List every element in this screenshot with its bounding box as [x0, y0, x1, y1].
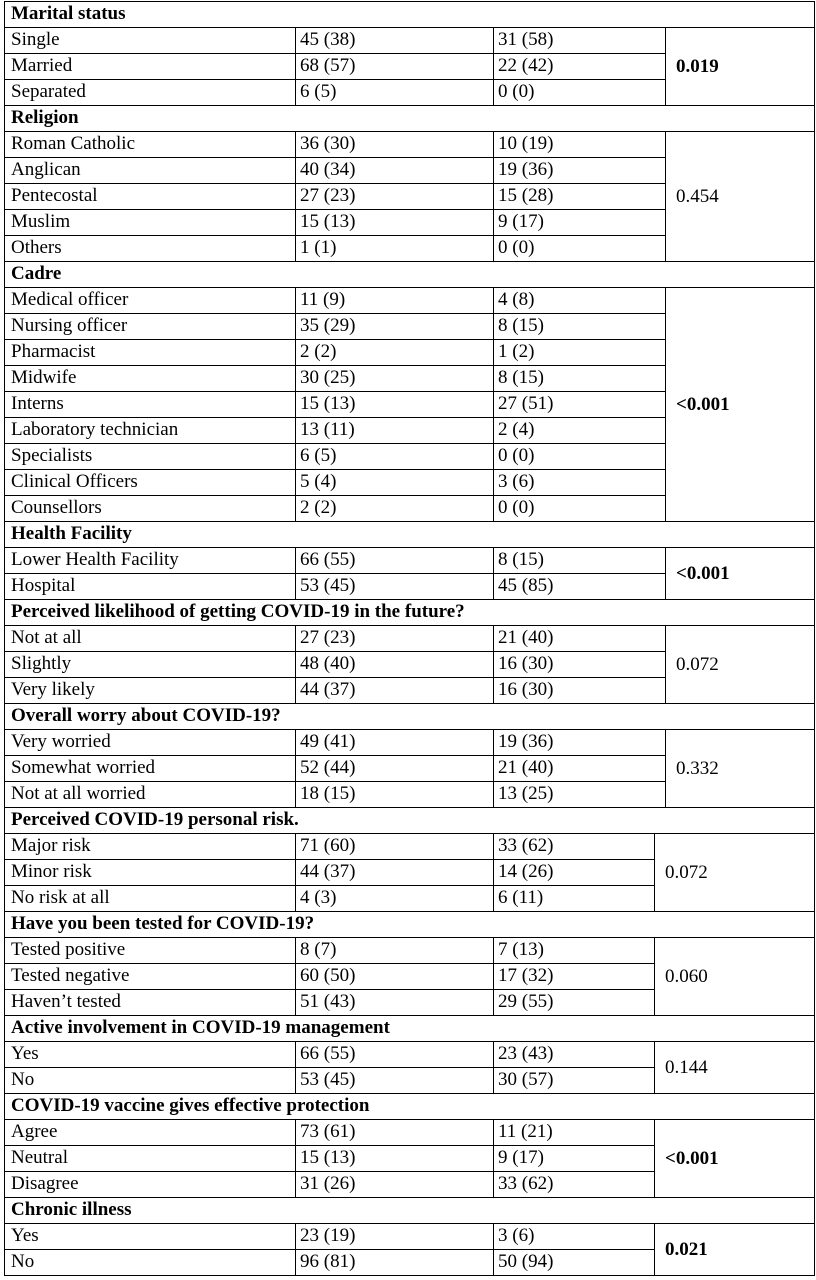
value-cell-text: 68 (57) [300, 55, 356, 76]
value-cell [493, 781, 666, 808]
value-cell-text: 22 (42) [498, 55, 554, 76]
section-header-text: Chronic illness [11, 1199, 132, 1220]
value-cell-text: 7 (13) [498, 939, 544, 960]
row-label [4, 209, 296, 236]
value-cell [493, 417, 666, 444]
section-header [4, 261, 815, 288]
row-label [4, 417, 296, 444]
value-cell [295, 729, 494, 756]
row-label [4, 755, 296, 782]
row-label [4, 937, 296, 964]
value-cell [295, 443, 494, 470]
value-cell [493, 859, 655, 886]
value-cell-text: 1 (1) [300, 237, 337, 258]
value-cell-text: 23 (19) [300, 1225, 356, 1246]
section-header [4, 807, 815, 834]
value-cell [493, 755, 666, 782]
value-cell [493, 885, 655, 912]
p-value-cell [654, 1223, 815, 1276]
row-label [4, 443, 296, 470]
value-cell-text: 8 (15) [498, 367, 544, 388]
row-label-text: Somewhat worried [11, 757, 156, 778]
value-cell-text: 23 (43) [498, 1043, 554, 1064]
row-label [4, 1145, 296, 1172]
value-cell-text: 15 (13) [300, 393, 356, 414]
value-cell [295, 677, 494, 704]
p-value-cell [665, 131, 815, 262]
value-cell-text: 6 (5) [300, 445, 337, 466]
row-label [4, 963, 296, 990]
value-cell [295, 1145, 494, 1172]
row-label-text: Anglican [11, 159, 81, 180]
value-cell-text: 9 (17) [498, 1147, 544, 1168]
value-cell-text: 2 (2) [300, 341, 337, 362]
value-cell-text: 1 (2) [498, 341, 535, 362]
p-value-cell [654, 1041, 815, 1094]
value-cell [295, 365, 494, 392]
section-header-text: Perceived COVID-19 personal risk. [11, 809, 299, 830]
value-cell-text: 11 (9) [300, 289, 346, 310]
value-cell-text: 6 (5) [300, 81, 337, 102]
value-cell [493, 937, 655, 964]
value-cell-text: 15 (13) [300, 211, 356, 232]
row-label-text: Very likely [11, 679, 95, 700]
section-header [4, 1015, 815, 1042]
row-label [4, 1067, 296, 1094]
row-label [4, 365, 296, 392]
value-cell [295, 469, 494, 496]
value-cell [295, 755, 494, 782]
value-cell-text: 53 (45) [300, 1069, 356, 1090]
value-cell [295, 937, 494, 964]
section-header-text: Overall worry about COVID-19? [11, 705, 281, 726]
data-table [5, 2, 814, 1279]
row-label [4, 27, 296, 54]
value-cell-text: 8 (15) [498, 315, 544, 336]
value-cell [295, 573, 494, 600]
value-cell [493, 963, 655, 990]
row-label [4, 235, 296, 262]
row-label [4, 1041, 296, 1068]
value-cell-text: 6 (11) [498, 887, 544, 908]
row-label-text: No [11, 1069, 35, 1090]
value-cell-text: 73 (61) [300, 1121, 356, 1142]
value-cell-text: 9 (17) [498, 211, 544, 232]
value-cell-text: 66 (55) [300, 1043, 356, 1064]
row-label-text: Single [11, 29, 60, 50]
value-cell [493, 989, 655, 1016]
value-cell [493, 443, 666, 470]
value-cell [295, 547, 494, 574]
value-cell-text: 48 (40) [300, 653, 356, 674]
value-cell [493, 339, 666, 366]
row-label [4, 495, 296, 522]
value-cell [493, 625, 666, 652]
value-cell [295, 1067, 494, 1094]
value-cell-text: 29 (55) [498, 991, 554, 1012]
value-cell [493, 1067, 655, 1094]
value-cell-text: 51 (43) [300, 991, 356, 1012]
section-header [4, 521, 815, 548]
row-label [4, 469, 296, 496]
value-cell-text: 33 (62) [498, 1173, 554, 1194]
section-header-text: Health Facility [11, 523, 132, 544]
value-cell-text: 3 (6) [498, 1225, 535, 1246]
section-header-text: Perceived likelihood of getting COVID-19 in the future? [11, 601, 465, 622]
section-header [4, 703, 815, 730]
value-cell [295, 27, 494, 54]
value-cell-text: 13 (25) [498, 783, 554, 804]
row-label-text: Very worried [11, 731, 111, 752]
value-cell-text: 15 (13) [300, 1147, 356, 1168]
value-cell-text: 27 (23) [300, 185, 356, 206]
value-cell [295, 209, 494, 236]
value-cell [493, 287, 666, 314]
section-header [4, 911, 815, 938]
value-cell-text: 50 (94) [498, 1251, 554, 1272]
row-label [4, 157, 296, 184]
value-cell [493, 157, 666, 184]
p-value-cell-text: 0.019 [676, 55, 719, 77]
value-cell-text: 4 (3) [300, 887, 337, 908]
value-cell-text: 17 (32) [498, 965, 554, 986]
row-label [4, 677, 296, 704]
p-value-cell [665, 287, 815, 522]
p-value-cell-text: 0.454 [676, 185, 719, 207]
row-label-text: Married [11, 55, 73, 76]
row-label-text: Slightly [11, 653, 72, 674]
section-header-text: Marital status [11, 3, 126, 24]
value-cell-text: 21 (40) [498, 757, 554, 778]
value-cell [295, 183, 494, 210]
value-cell-text: 8 (7) [300, 939, 337, 960]
row-label [4, 651, 296, 678]
row-label-text: Not at all [11, 627, 82, 648]
row-label-text: No risk at all [11, 887, 110, 908]
section-header [4, 105, 815, 132]
row-label-text: Lower Health Facility [11, 549, 179, 570]
value-cell-text: 31 (58) [498, 29, 554, 50]
row-label-text: Minor risk [11, 861, 92, 882]
value-cell-text: 0 (0) [498, 445, 535, 466]
p-value-cell-text: 0.144 [665, 1056, 708, 1078]
p-value-cell [654, 1119, 815, 1198]
value-cell-text: 44 (37) [300, 861, 356, 882]
value-cell-text: 27 (51) [498, 393, 554, 414]
value-cell [295, 339, 494, 366]
value-cell [493, 27, 666, 54]
row-label-text: Agree [11, 1121, 58, 1142]
value-cell-text: 11 (21) [498, 1121, 553, 1142]
p-value-cell-text: 0.332 [676, 757, 719, 779]
value-cell [493, 1145, 655, 1172]
value-cell [493, 1041, 655, 1068]
section-header-text: COVID-19 vaccine gives effective protection [11, 1095, 370, 1116]
value-cell [295, 885, 494, 912]
row-label-text: Medical officer [11, 289, 129, 310]
p-value-cell [654, 833, 815, 912]
value-cell [295, 1223, 494, 1250]
row-label [4, 1171, 296, 1198]
value-cell [493, 131, 666, 158]
p-value-cell-text: <0.001 [676, 393, 730, 415]
p-value-cell-text: 0.060 [665, 965, 708, 987]
row-label-text: Yes [11, 1043, 39, 1064]
value-cell-text: 31 (26) [300, 1173, 356, 1194]
row-label [4, 547, 296, 574]
row-label-text: Muslim [11, 211, 71, 232]
row-label [4, 989, 296, 1016]
value-cell-text: 5 (4) [300, 471, 337, 492]
value-cell-text: 53 (45) [300, 575, 356, 596]
row-label-text: Roman Catholic [11, 133, 136, 154]
row-label-text: Tested positive [11, 939, 126, 960]
value-cell [493, 1223, 655, 1250]
value-cell [493, 833, 655, 860]
value-cell-text: 2 (2) [300, 497, 337, 518]
row-label-text: Yes [11, 1225, 39, 1246]
value-cell [493, 677, 666, 704]
row-label-text: Counsellors [11, 497, 102, 518]
value-cell [295, 157, 494, 184]
value-cell [493, 729, 666, 756]
p-value-cell [665, 547, 815, 600]
row-label [4, 53, 296, 80]
row-label-text: Neutral [11, 1147, 68, 1168]
section-header [4, 1, 815, 28]
value-cell-text: 0 (0) [498, 497, 535, 518]
row-label [4, 833, 296, 860]
value-cell [493, 469, 666, 496]
value-cell-text: 45 (85) [498, 575, 554, 596]
value-cell [295, 391, 494, 418]
value-cell-text: 2 (4) [498, 419, 535, 440]
row-label-text: Not at all worried [11, 783, 146, 804]
row-label [4, 287, 296, 314]
section-header-text: Religion [11, 107, 79, 128]
row-label [4, 1249, 296, 1276]
value-cell [493, 53, 666, 80]
value-cell-text: 8 (15) [498, 549, 544, 570]
value-cell [295, 989, 494, 1016]
value-cell [295, 651, 494, 678]
p-value-cell [665, 729, 815, 808]
row-label [4, 885, 296, 912]
row-label [4, 339, 296, 366]
row-label-text: Tested negative [11, 965, 130, 986]
row-label-text: Pentecostal [11, 185, 98, 206]
row-label [4, 1223, 296, 1250]
value-cell [493, 391, 666, 418]
row-label [4, 859, 296, 886]
section-header [4, 1093, 815, 1120]
section-header [4, 1197, 815, 1224]
row-label-text: Clinical Officers [11, 471, 138, 492]
value-cell-text: 66 (55) [300, 549, 356, 570]
p-value-cell-text: 0.072 [676, 653, 719, 675]
value-cell [295, 131, 494, 158]
row-label-text: Disagree [11, 1173, 79, 1194]
row-label-text: Nursing officer [11, 315, 128, 336]
value-cell-text: 4 (8) [498, 289, 535, 310]
row-label-text: Interns [11, 393, 64, 414]
value-cell-text: 45 (38) [300, 29, 356, 50]
value-cell [493, 1119, 655, 1146]
row-label [4, 183, 296, 210]
row-label-text: Pharmacist [11, 341, 96, 362]
value-cell-text: 19 (36) [498, 159, 554, 180]
value-cell-text: 16 (30) [498, 679, 554, 700]
value-cell [493, 1249, 655, 1276]
value-cell-text: 71 (60) [300, 835, 356, 856]
value-cell-text: 60 (50) [300, 965, 356, 986]
row-label-text: Haven’t tested [11, 991, 121, 1012]
row-label [4, 625, 296, 652]
row-label-text: Hospital [11, 575, 76, 596]
p-value-cell-text: <0.001 [665, 1147, 719, 1169]
value-cell [493, 1171, 655, 1198]
row-label [4, 573, 296, 600]
row-label [4, 391, 296, 418]
value-cell [295, 1171, 494, 1198]
row-label-text: Separated [11, 81, 86, 102]
value-cell [295, 625, 494, 652]
section-header-text: Have you been tested for COVID-19? [11, 913, 315, 934]
value-cell [493, 365, 666, 392]
row-label [4, 729, 296, 756]
section-header-text: Active involvement in COVID-19 management [11, 1017, 390, 1038]
value-cell [493, 209, 666, 236]
value-cell [295, 963, 494, 990]
value-cell [493, 183, 666, 210]
value-cell [295, 79, 494, 106]
value-cell [295, 313, 494, 340]
value-cell-text: 96 (81) [300, 1251, 356, 1272]
value-cell [295, 859, 494, 886]
value-cell-text: 0 (0) [498, 81, 535, 102]
value-cell [295, 1249, 494, 1276]
p-value-cell [654, 937, 815, 1016]
value-cell [493, 651, 666, 678]
row-label-text: Major risk [11, 835, 91, 856]
value-cell-text: 10 (19) [498, 133, 554, 154]
value-cell [295, 1041, 494, 1068]
value-cell [493, 495, 666, 522]
value-cell-text: 49 (41) [300, 731, 356, 752]
p-value-cell-text: 0.072 [665, 861, 708, 883]
value-cell-text: 19 (36) [498, 731, 554, 752]
p-value-cell [665, 625, 815, 704]
value-cell-text: 40 (34) [300, 159, 356, 180]
value-cell-text: 30 (57) [498, 1069, 554, 1090]
value-cell-text: 36 (30) [300, 133, 356, 154]
row-label [4, 1119, 296, 1146]
row-label-text: Laboratory technician [11, 419, 179, 440]
value-cell [493, 547, 666, 574]
row-label-text: Specialists [11, 445, 93, 466]
value-cell-text: 30 (25) [300, 367, 356, 388]
row-label-text: No [11, 1251, 35, 1272]
value-cell [493, 235, 666, 262]
value-cell-text: 52 (44) [300, 757, 356, 778]
row-label-text: Others [11, 237, 62, 258]
value-cell-text: 0 (0) [498, 237, 535, 258]
value-cell [493, 573, 666, 600]
value-cell-text: 44 (37) [300, 679, 356, 700]
value-cell [493, 313, 666, 340]
value-cell [295, 833, 494, 860]
value-cell-text: 18 (15) [300, 783, 356, 804]
value-cell-text: 16 (30) [498, 653, 554, 674]
value-cell [493, 79, 666, 106]
row-label [4, 79, 296, 106]
value-cell-text: 14 (26) [498, 861, 554, 882]
value-cell-text: 15 (28) [498, 185, 554, 206]
row-label [4, 131, 296, 158]
row-label [4, 781, 296, 808]
value-cell-text: 33 (62) [498, 835, 554, 856]
value-cell [295, 417, 494, 444]
p-value-cell-text: <0.001 [676, 562, 730, 584]
value-cell [295, 53, 494, 80]
value-cell-text: 35 (29) [300, 315, 356, 336]
row-label-text: Midwife [11, 367, 77, 388]
section-header [4, 599, 815, 626]
value-cell-text: 3 (6) [498, 471, 535, 492]
value-cell-text: 27 (23) [300, 627, 356, 648]
value-cell [295, 781, 494, 808]
value-cell [295, 1119, 494, 1146]
value-cell [295, 287, 494, 314]
row-label [4, 313, 296, 340]
value-cell [295, 495, 494, 522]
section-header-text: Cadre [11, 263, 62, 284]
p-value-cell [665, 27, 815, 106]
value-cell-text: 21 (40) [498, 627, 554, 648]
p-value-cell-text: 0.021 [665, 1238, 708, 1260]
value-cell [295, 235, 494, 262]
value-cell-text: 13 (11) [300, 419, 355, 440]
